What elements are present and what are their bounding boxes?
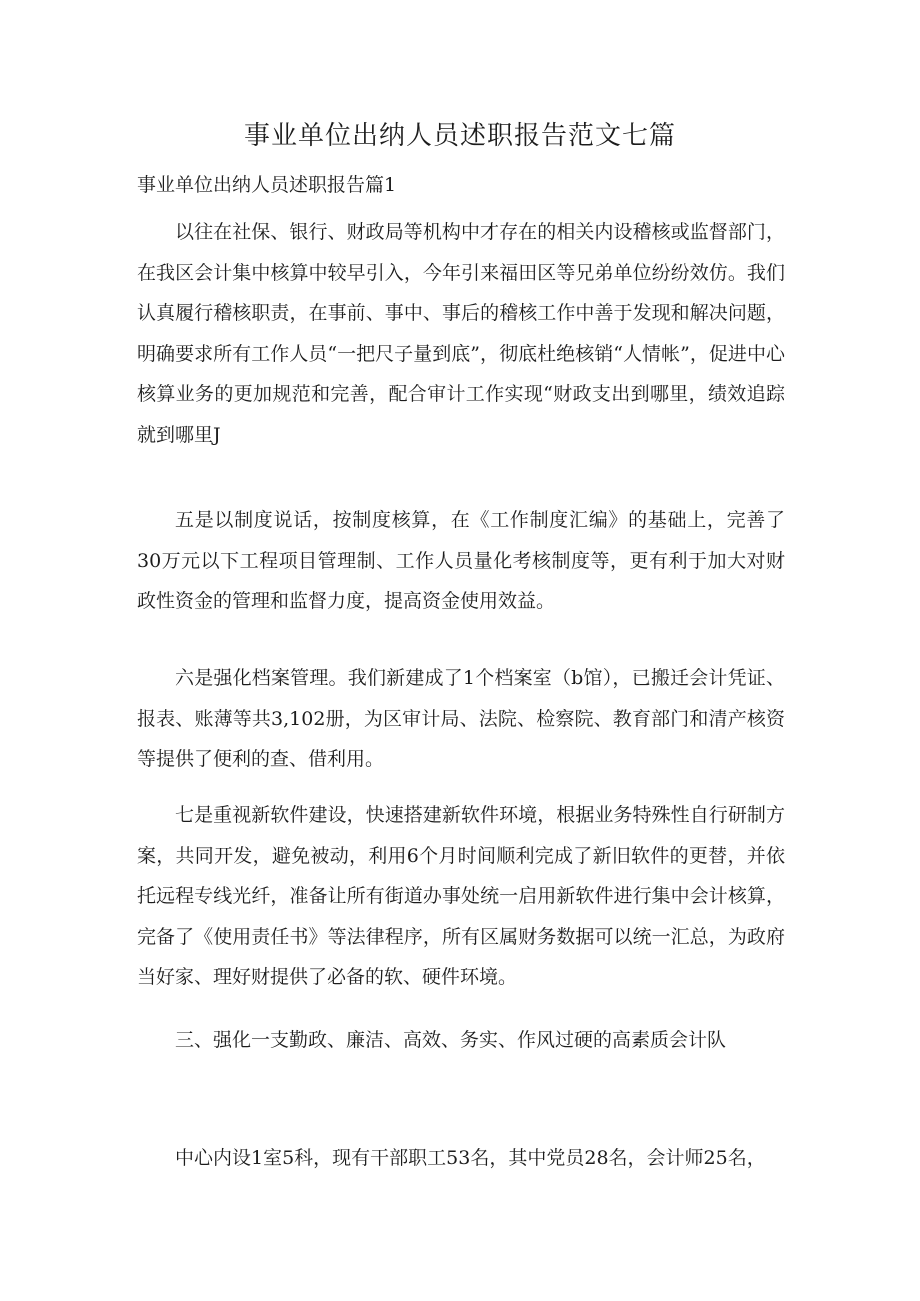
paragraph-staff-overview bbox=[137, 1138, 785, 1179]
paragraph-text: 五是以制度说话，按制度核算，在《工作制度汇编》的基础上，完善了30万元以下工程项目管理制、工作人员量化考核制度等，更有利于加大对财政性资金的管理和监督力度，提高资金使用效益。 bbox=[137, 509, 785, 613]
paragraph-text: 六是强化档案管理。我们新建成了1个档案室（b馆），已搬迁会计凭证、报表、账薄等共3,102册，为区审计局、法院、检察院、教育部门和清产核资等提供了便利的查、借利用。 bbox=[137, 667, 785, 771]
paragraph-point-seven bbox=[137, 795, 785, 998]
paragraph-text: 三、强化一支勤政、廉洁、高效、务实、作风过硬的高素质会计队 bbox=[175, 1029, 727, 1051]
paragraph-text: 七是重视新软件建设，快速搭建新软件环境，根据业务特殊性自行研制方案，共同开发，避免被动，利用6个月时间顺利完成了新旧软件的更替，并依托远程专线光纤，准备让所有街道办事处统一启用新软件进行集中会计核算，完备了《使用责任书》等法律程序，所有区属财务数据可以统一汇总，为政府当好家、理好财提供了必备的软、硬件环境。 bbox=[137, 804, 785, 989]
section-heading: 事业单位出纳人员述职报告篇1 bbox=[137, 174, 397, 196]
paragraph-point-five bbox=[137, 500, 785, 622]
paragraph-text: 中心内设1室5科，现有干部职工53名，其中党员28名，会计师25名， bbox=[175, 1147, 766, 1169]
document-title: 事业单位出纳人员述职报告范文七篇 bbox=[243, 121, 676, 151]
paragraph-section-three bbox=[137, 1020, 785, 1061]
paragraph-audit-supervision bbox=[137, 212, 785, 456]
paragraph-text: 以往在社保、银行、财政局等机构中才存在的相关内设稽核或监督部门，在我区会计集中核算中较早引入，今年引来福田区等兄弟单位纷纷效仿。我们认真履行稽核职责，在事前、事中、事后的稽核工作中善于发现和解决问题，明确要求所有工作人员“一把尺子量到底”，彻底杜绝核销“人情帐”，促进中心核算业务的更加规范和完善，配合审计工作实现“财政支出到哪里，绩效追踪就到哪里J bbox=[137, 221, 785, 446]
paragraph-point-six bbox=[137, 658, 785, 780]
